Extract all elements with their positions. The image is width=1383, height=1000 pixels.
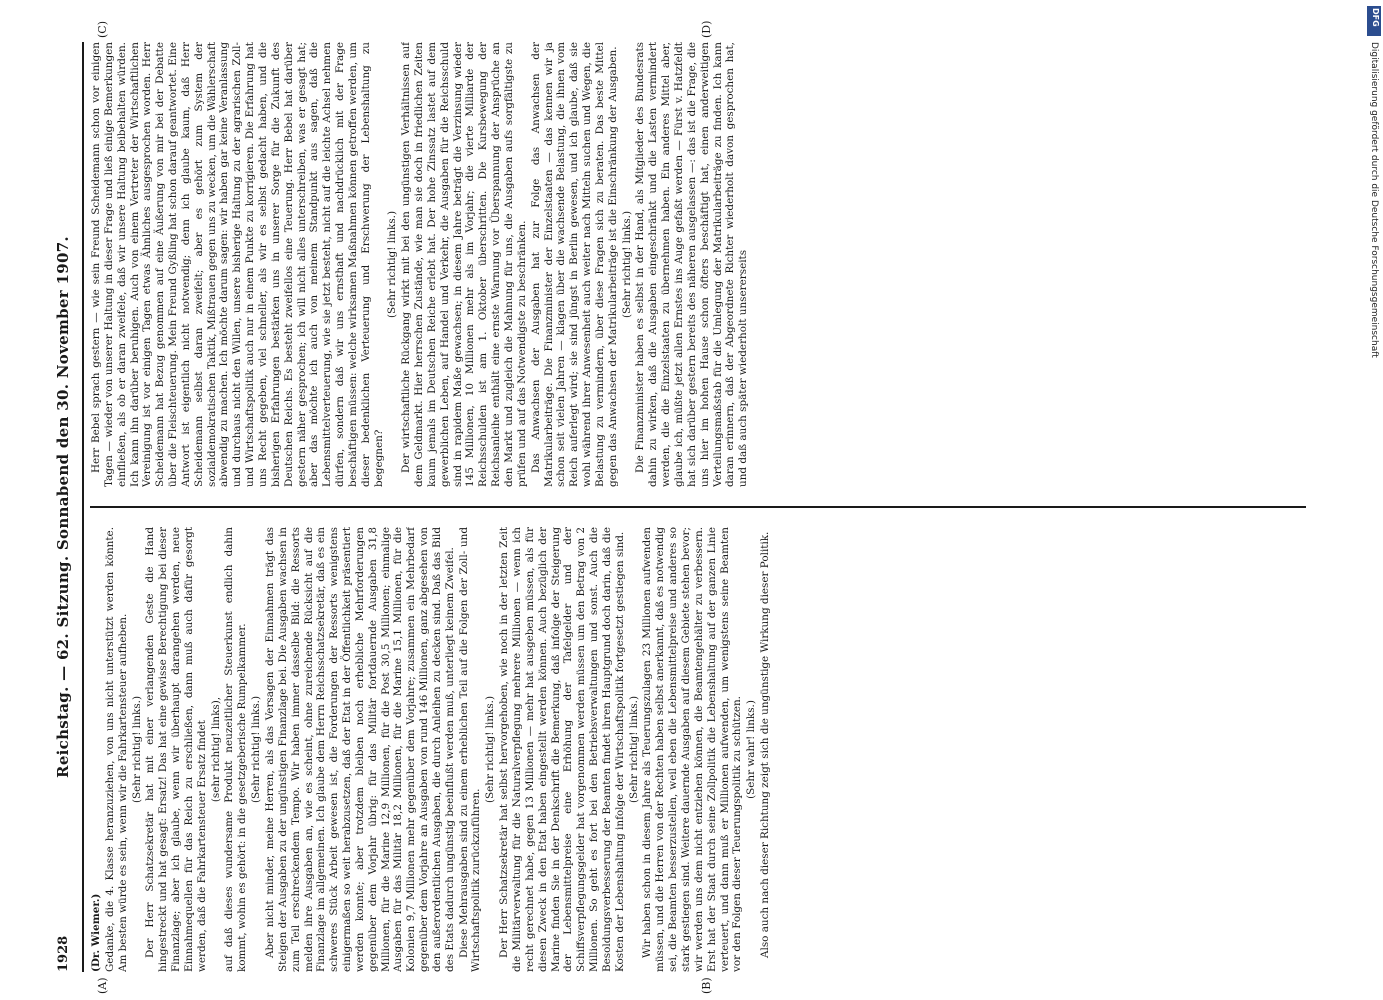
margin-marker-d: (D) bbox=[700, 20, 713, 38]
paragraph: Das Anwachsen der Ausgaben hat zur Folge das Anwachsen der Matrikularbeiträge. Die Finanzminister der Einzelstaaten — das kennen wir ja schon seit vielen Jahren — klagen über die wachsende Belastung, die ihnen vom Reich auferlegt wird; sie sind jüngst in Berlin gewesen, und ich glaube, daß sie wohl während ihrer Anwesenheit auch weiter nach Mitteln suchen und Wegen, die Belastung zu vermindern, über diese Fragen sich zu beraten. Das beste Mittel gegen das Anwachsen der Matrikularbeiträge ist die Einschränkung der Ausgaben. bbox=[529, 42, 619, 487]
paragraph: Also auch nach dieser Richtung zeigt sich die ungünstige Wirkung dieser Politik. bbox=[759, 531, 772, 958]
paragraph: Wir haben schon in diesem Jahre als Teuerungszulagen 23 Millionen aufwenden müssen, und die Herren von der Rechten haben selbst anerkannt, daß es notwendig sei, die Beamten besserzustellen, weil eben die Lebensmittelpreise und anderes so stark gestiegen sind. Weitere dauernde Ausgaben auf diesem Gebiete stehen bevor; wir werden uns dem nicht entziehen können, die Beamtengehälter zu verbessern. Erst hat der Staat durch seine Zollpolitik die Lebenshaltung auf der ganzen Linie verteuert, und dann muß er Millionen aufwenden, um wenigstens seine Beamten vor den Folgen dieser Teuerungspolitik zu schützen. bbox=[641, 527, 744, 972]
paragraph: Der Herr Schatzsekretär hat selbst hervorgehoben, wie noch in der letzten Zeit die Militärverwaltung für die Naturalverpflegung mehrere Millionen — wenn ich recht gerechnet habe, gegen 13 Millionen — mehr hat ausgeben müssen, als für diesen Zweck in den Etat haben eingestellt werden können. Auch bezüglich der Marine finden Sie in der Denkschrift die Bemerkung, daß infolge der Steigerung der Lebensmittelpreise eine Erhöhung der Tafelgelder und der Schiffsverpflegungsgelder hat vorgenommen werden müssen um den Betrag von 2 Millionen. So geht es fort bei den Betriebsverwaltungen und sonst. Auch die Besoldungsverbesserung der Beamten findet ihren Hauptgrund doch darin, daß die Kosten der Lebenshaltung infolge der Wirtschaftspolitik fortgesetzt gestiegen sind. bbox=[498, 527, 626, 972]
page-number: 1928 bbox=[56, 935, 71, 972]
interjection: (Sehr wahr! links.) bbox=[745, 700, 758, 799]
paragraph: Der Herr Schatzsekretär hat mit einer verlangenden Geste die Hand hingestreckt und hat gesagt: Ersatz! Das hat eine gewisse Berechtigung bei dieser Finanzlage; aber ich glaube, wenn wir überhaupt darangehen werden, neue Einnahmequellen für das Reich zu erschließen, dann muß auch dafür gesorgt werden, daß die Fahrkartensteuer Ersatz findet bbox=[144, 527, 208, 972]
dfg-logo-text: DFG bbox=[1371, 8, 1380, 27]
interjection: (Sehr richtig! links.) bbox=[620, 210, 633, 319]
paragraph: Gedanke, die 4. Klasse heranzuziehen, von uns nicht unterstützt werden könnte. Am besten würde es sein, wenn wir die Fahrkartensteuer aufheben. bbox=[103, 527, 129, 972]
margin-marker-a: (A) bbox=[96, 977, 109, 994]
left-column bbox=[90, 527, 1310, 972]
speaker-label: (Dr. Wiemer.) bbox=[90, 893, 102, 972]
margin-marker-b: (B) bbox=[700, 977, 713, 994]
paragraph: Herr Bebel sprach gestern — wie sein Freund Scheidemann schon vor einigen Tagen — wieder von unserer Haltung in dieser Frage und ließ einige Bemerkungen einfließen, als ob er daran zweifele, daß wir unsere Haltung beibehalten würden. Ich kann ihn darüber beruhigen. Auch von einem Vertreter der Wirtschaftlichen Vereinigung ist vor einigen Tagen etwas Ähnliches ausgesprochen worden. Herr Scheidemann hat Bezug genommen auf eine Äußerung von mir bei der Debatte über die Fleischteuerung. Mein Freund Gyßling hat schon darauf geantwortet. Eine Antwort ist eigentlich nicht notwendig; denn ich glaube kaum, daß Herr Scheidemann selbst daran zweifelt; aber es gehört zum System der sozialdemokratischen Taktik, Mißtrauen gegen uns zu wecken, um die Wählerschaft abwendig zu machen. Ich möchte darum sagen: wir haben gar keine Veranlassung und durchaus nicht den Willen, unsere bisherige Haltung zu der agrarischen Zoll- und Wirtschaftspolitik auch nur in einem Punkte zu korrigieren. Die Erfahrung hat uns Recht gegeben, viel schneller, als wir es selbst gedacht haben, und die bisherigen Erfahrungen bestärken uns in unserer Sorge für die Zukunft des Deutschen Reichs. Es besteht zweifellos eine Teuerung. Herr Bebel hat darüber gestern näher gesprochen; ich will nicht alles unterschreiben, was er gesagt hat; aber das möchte ich auch von meinem Standpunkt aus sagen, daß die Lebensmittelverteuerung, wie sie jetzt besteht, nicht auf die leichte Achsel nehmen dürfen, sondern daß wir uns ernsthaft und nachdrücklich mit der Frage beschäftigen müssen: welche wirksamen Maßnahmen können getroffen werden, um dieser bedenklichen Verteuerung und Erschwerung der Lebenshaltung zu begegnen? bbox=[90, 42, 385, 487]
paragraph: Aber nicht minder, meine Herren, als das Versagen der Einnahmen trägt das Steigen der Ausgaben zu der ungünstigen Finanzlage bei. Die Ausgaben wachsen in zum Teil erschreckendem Tempo. Wir haben immer dasselbe Bild: die Ressorts melden ihre Ausgaben an, wie es scheint, ohne zureichende Rücksicht auf die Finanzlage im allgemeinen. Ich glaube dem Herrn Reichsschatzsekretär, daß es ein schweres Stück Arbeit gewesen ist, die Forderungen der Ressorts wenigstens einigermaßen so weit herabzusetzen, daß der Etat in der Öffentlichkeit präsentiert werden konnte; aber trotzdem bleiben noch erhebliche Mehrforderungen gegenüber dem Vorjahr übrig: für das Militär fortdauernde Ausgaben 31,8 Millionen, für die Marine 12,9 Millionen, für die Post 30,5 Millionen; einmalige Ausgaben für das Militär 18,2 Millionen, für die Marine 15,1 Millionen, für die Kolonien 9,7 Millionen mehr gegenüber dem Vorjahre; zusammen ein Mehrbedarf gegenüber dem Vorjahre an Ausgaben von rund 146 Millionen, ganz abgesehen von den außerordentlichen Ausgaben, die durch Anleihen zu decken sind. Daß das Bild des Etats dadurch ungünstig beeinflußt werden muß, unterliegt keinem Zweifel. bbox=[263, 527, 456, 972]
header-rule bbox=[82, 42, 84, 972]
dfg-logo bbox=[1367, 6, 1381, 36]
right-column bbox=[90, 42, 1310, 487]
column-divider bbox=[90, 507, 1306, 509]
paragraph: Diese Mehrausgaben sind zu einem erheblichen Teil auf die Folgen der Zoll- und Wirtschaftspolitik zurückzuführen. bbox=[457, 527, 483, 972]
page-body bbox=[52, 20, 1314, 994]
paragraph: auf daß dieses wundersame Produkt neuzeitlicher Steuerkunst endlich dahin kommt, wohin es gehört: in die gesetzgeberische Rumpelkammer. bbox=[223, 527, 249, 972]
interjection: (Sehr richtig! links.) bbox=[484, 695, 497, 804]
page-title: Reichstag. — 62. Sitzung. Sonnabend den 30. November 1907. bbox=[54, 236, 72, 778]
interjection: (Sehr richtig! links.) bbox=[130, 695, 143, 804]
digitization-note: Digitalisierung gefördert durch die Deutsche Forschungsgemeinschaft bbox=[1369, 42, 1379, 358]
interjection: (Sehr richtig! links.) bbox=[250, 695, 263, 804]
paragraph: Der wirtschaftliche Rückgang wirkt mit bei den ungünstigen Verhältnissen auf dem Geldmarkt. Hier herrschen Zustände, wie man sie doch in friedlichen Zeiten kaum jemals im Deutschen Reiche erlebt hat. Der hohe Zinssatz lastet auf dem gewerblichen Leben, auf Handel und Verkehr, die Ausgaben für die Reichsschuld sind in rapidem Maße gewachsen; in diesem Jahre beträgt die Verzinsung wieder 145 Millionen, 10 Millionen mehr als im Vorjahr; die vierte Milliarde der Reichsschulden ist am 1. Oktober überschritten. Die Kursbewegung der Reichsanleihe enthält eine ernste Warnung vor Überspannung der Ansprüche an den Markt und zugleich die Mahnung für uns, die Ausgaben aufs sorgfältigste zu prüfen und auf das Notwendigste zu beschränken. bbox=[400, 42, 528, 487]
interjection: (sehr richtig! links), bbox=[209, 696, 222, 803]
interjection: (Sehr richtig! links.) bbox=[386, 210, 399, 319]
margin-marker-c: (C) bbox=[96, 21, 109, 38]
interjection: (Sehr richtig! links.) bbox=[627, 695, 640, 804]
page-header bbox=[52, 42, 86, 972]
paragraph: Die Finanzminister haben es selbst in der Hand, als Mitglieder des Bundesrats dahin zu wirken, daß die Ausgaben eingeschränkt und die Lasten vermindert werden, die die Einzelstaaten zu übernehmen haben. Ein anderes Mittel aber, glaube ich, müßte jetzt allen Ernstes ins Auge gefaßt werden — Fürst v. Hatzfeldt hat sich darüber gestern bereits des näheren ausgelassen —: das ist die Frage, die uns hier im hohen Hause schon öfters beschäftigt hat, einen anderweitigen Verteilungsmaßstab für die Umlegung der Matrikularbeiträge zu finden. Ich kann daran erinnern, daß der Abgeordnete Richter wiederholt davon gesprochen hat, und daß auch später wiederholt unsererseits bbox=[634, 42, 750, 487]
